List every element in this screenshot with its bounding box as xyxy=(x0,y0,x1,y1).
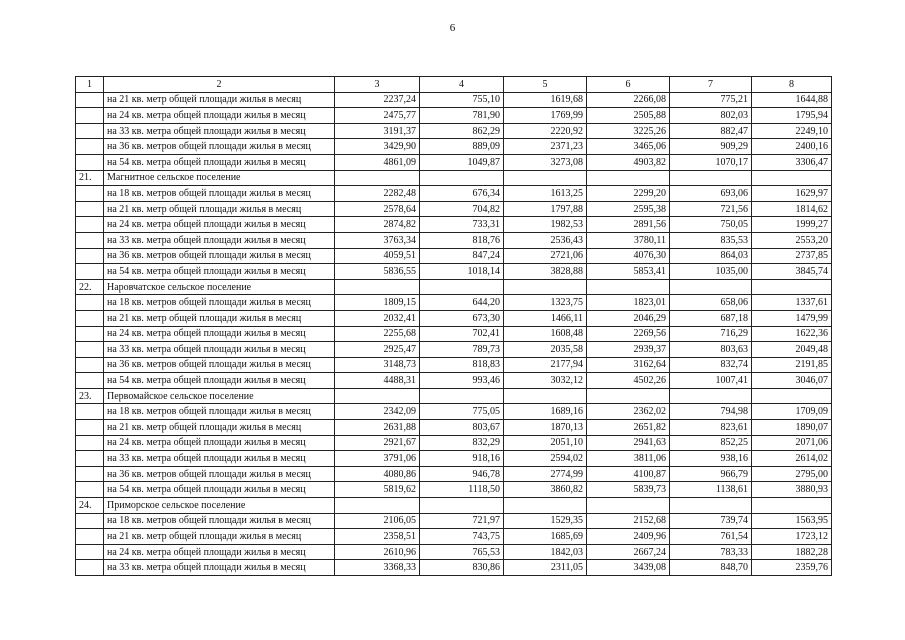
value-cell: 1049,87 xyxy=(420,154,504,170)
value-cell: 1323,75 xyxy=(504,295,587,311)
row-number-cell xyxy=(76,232,104,248)
value-cell: 823,61 xyxy=(670,420,752,436)
value-cell: 2921,67 xyxy=(335,435,420,451)
value-cell xyxy=(335,388,420,404)
value-cell: 1337,61 xyxy=(752,295,832,311)
value-cell: 658,06 xyxy=(670,295,752,311)
value-cell: 864,03 xyxy=(670,248,752,264)
tariff-table xyxy=(75,76,832,576)
value-cell: 818,76 xyxy=(420,232,504,248)
row-number-cell xyxy=(76,451,104,467)
row-number-cell xyxy=(76,217,104,233)
value-cell: 2667,24 xyxy=(587,544,670,560)
value-cell: 1723,12 xyxy=(752,529,832,545)
value-cell: 1466,11 xyxy=(504,310,587,326)
value-cell: 721,56 xyxy=(670,201,752,217)
value-cell xyxy=(587,388,670,404)
value-cell: 946,78 xyxy=(420,466,504,482)
value-cell: 2795,00 xyxy=(752,466,832,482)
row-number-cell xyxy=(76,357,104,373)
value-cell: 1842,03 xyxy=(504,544,587,560)
value-cell: 2106,05 xyxy=(335,513,420,529)
row-label-cell: на 24 кв. метра общей площади жилья в месяц xyxy=(104,435,335,451)
value-cell: 2237,24 xyxy=(335,92,420,108)
table-row xyxy=(76,544,832,560)
value-cell: 832,29 xyxy=(420,435,504,451)
row-number-cell xyxy=(76,435,104,451)
table-row xyxy=(76,357,832,373)
value-cell xyxy=(752,388,832,404)
row-label-cell: на 36 кв. метров общей площади жилья в месяц xyxy=(104,248,335,264)
value-cell: 2311,05 xyxy=(504,560,587,576)
row-number-cell xyxy=(76,466,104,482)
value-cell: 3306,47 xyxy=(752,154,832,170)
value-cell: 1479,99 xyxy=(752,310,832,326)
table-row xyxy=(76,529,832,545)
row-label-cell: на 33 кв. метра общей площади жилья в месяц xyxy=(104,123,335,139)
row-label-cell: на 18 кв. метров общей площади жилья в месяц xyxy=(104,404,335,420)
value-cell: 2152,68 xyxy=(587,513,670,529)
value-cell: 2939,37 xyxy=(587,342,670,358)
row-number-cell xyxy=(76,139,104,155)
value-cell: 775,21 xyxy=(670,92,752,108)
value-cell: 693,06 xyxy=(670,186,752,202)
value-cell: 3880,93 xyxy=(752,482,832,498)
value-cell: 794,98 xyxy=(670,404,752,420)
value-cell: 3780,11 xyxy=(587,232,670,248)
table-row xyxy=(76,342,832,358)
value-cell: 3429,90 xyxy=(335,139,420,155)
row-label-cell: на 18 кв. метров общей площади жилья в месяц xyxy=(104,513,335,529)
value-cell: 2737,85 xyxy=(752,248,832,264)
table-row xyxy=(76,560,832,576)
settlement-name-cell: Наровчатское сельское поселение xyxy=(104,279,335,295)
row-label-cell: на 18 кв. метров общей площади жилья в месяц xyxy=(104,295,335,311)
row-number-cell: 21. xyxy=(76,170,104,186)
settlement-name-cell: Магнитное сельское поселение xyxy=(104,170,335,186)
value-cell: 2610,96 xyxy=(335,544,420,560)
table-row xyxy=(76,326,832,342)
value-cell: 1035,00 xyxy=(670,264,752,280)
value-cell: 765,53 xyxy=(420,544,504,560)
row-label-cell: на 21 кв. метр общей площади жилья в месяц xyxy=(104,92,335,108)
row-number-cell xyxy=(76,123,104,139)
column-header: 8 xyxy=(752,77,832,93)
value-cell xyxy=(587,279,670,295)
value-cell: 2191,85 xyxy=(752,357,832,373)
value-cell xyxy=(670,170,752,186)
value-cell: 862,29 xyxy=(420,123,504,139)
settlement-row xyxy=(76,279,832,295)
value-cell: 938,16 xyxy=(670,451,752,467)
value-cell: 1982,53 xyxy=(504,217,587,233)
value-cell: 2925,47 xyxy=(335,342,420,358)
value-cell: 3046,07 xyxy=(752,373,832,389)
value-cell: 1619,68 xyxy=(504,92,587,108)
value-cell: 739,74 xyxy=(670,513,752,529)
value-cell: 4080,86 xyxy=(335,466,420,482)
row-number-cell xyxy=(76,544,104,560)
value-cell: 3845,74 xyxy=(752,264,832,280)
settlement-row xyxy=(76,498,832,514)
value-cell xyxy=(420,279,504,295)
value-cell: 673,30 xyxy=(420,310,504,326)
value-cell: 3811,06 xyxy=(587,451,670,467)
row-label-cell: на 21 кв. метр общей площади жилья в месяц xyxy=(104,529,335,545)
value-cell: 1563,95 xyxy=(752,513,832,529)
value-cell: 835,53 xyxy=(670,232,752,248)
value-cell: 2071,06 xyxy=(752,435,832,451)
table-row xyxy=(76,264,832,280)
value-cell: 755,10 xyxy=(420,92,504,108)
value-cell: 775,05 xyxy=(420,404,504,420)
page-number: 6 xyxy=(449,22,456,34)
value-cell: 4100,87 xyxy=(587,466,670,482)
value-cell: 882,47 xyxy=(670,123,752,139)
value-cell: 676,34 xyxy=(420,186,504,202)
value-cell: 2941,63 xyxy=(587,435,670,451)
value-cell: 5836,55 xyxy=(335,264,420,280)
row-label-cell: на 21 кв. метр общей площади жилья в месяц xyxy=(104,310,335,326)
table-row xyxy=(76,466,832,482)
value-cell: 1622,36 xyxy=(752,326,832,342)
row-number-cell xyxy=(76,420,104,436)
row-number-cell: 24. xyxy=(76,498,104,514)
value-cell xyxy=(420,170,504,186)
value-cell: 1870,13 xyxy=(504,420,587,436)
column-header: 7 xyxy=(670,77,752,93)
value-cell: 832,74 xyxy=(670,357,752,373)
row-number-cell xyxy=(76,92,104,108)
column-header: 3 xyxy=(335,77,420,93)
row-label-cell: на 21 кв. метр общей площади жилья в месяц xyxy=(104,201,335,217)
value-cell: 2266,08 xyxy=(587,92,670,108)
row-number-cell xyxy=(76,186,104,202)
row-label-cell: на 36 кв. метров общей площади жилья в месяц xyxy=(104,466,335,482)
value-cell: 2359,76 xyxy=(752,560,832,576)
row-number-cell xyxy=(76,482,104,498)
value-cell: 2255,68 xyxy=(335,326,420,342)
value-cell: 909,29 xyxy=(670,139,752,155)
row-number-cell xyxy=(76,201,104,217)
value-cell: 2774,99 xyxy=(504,466,587,482)
value-cell: 2536,43 xyxy=(504,232,587,248)
table-row xyxy=(76,435,832,451)
value-cell: 1138,61 xyxy=(670,482,752,498)
row-label-cell: на 33 кв. метра общей площади жилья в месяц xyxy=(104,232,335,248)
value-cell: 2177,94 xyxy=(504,357,587,373)
row-number-cell: 23. xyxy=(76,388,104,404)
value-cell xyxy=(752,498,832,514)
value-cell xyxy=(752,170,832,186)
row-label-cell: на 33 кв. метра общей площади жилья в месяц xyxy=(104,451,335,467)
value-cell: 3191,37 xyxy=(335,123,420,139)
column-header: 6 xyxy=(587,77,670,93)
value-cell: 789,73 xyxy=(420,342,504,358)
value-cell: 781,90 xyxy=(420,108,504,124)
table-row xyxy=(76,404,832,420)
value-cell: 761,54 xyxy=(670,529,752,545)
value-cell xyxy=(420,388,504,404)
value-cell: 2362,02 xyxy=(587,404,670,420)
value-cell: 2342,09 xyxy=(335,404,420,420)
value-cell: 2269,56 xyxy=(587,326,670,342)
row-label-cell: на 54 кв. метра общей площади жилья в месяц xyxy=(104,373,335,389)
row-label-cell: на 24 кв. метра общей площади жилья в месяц xyxy=(104,544,335,560)
value-cell: 1613,25 xyxy=(504,186,587,202)
row-label-cell: на 36 кв. метров общей площади жилья в месяц xyxy=(104,357,335,373)
value-cell: 3368,33 xyxy=(335,560,420,576)
column-header: 4 xyxy=(420,77,504,93)
value-cell: 4488,31 xyxy=(335,373,420,389)
table-row xyxy=(76,123,832,139)
value-cell xyxy=(587,498,670,514)
row-number-cell xyxy=(76,513,104,529)
value-cell xyxy=(587,170,670,186)
value-cell: 4903,82 xyxy=(587,154,670,170)
row-number-cell: 22. xyxy=(76,279,104,295)
table-row xyxy=(76,154,832,170)
value-cell: 1709,09 xyxy=(752,404,832,420)
value-cell xyxy=(670,388,752,404)
value-cell: 2249,10 xyxy=(752,123,832,139)
value-cell: 848,70 xyxy=(670,560,752,576)
value-cell: 2220,92 xyxy=(504,123,587,139)
value-cell: 4059,51 xyxy=(335,248,420,264)
value-cell: 4502,26 xyxy=(587,373,670,389)
value-cell: 818,83 xyxy=(420,357,504,373)
value-cell: 3273,08 xyxy=(504,154,587,170)
row-label-cell: на 33 кв. метра общей площади жилья в месяц xyxy=(104,560,335,576)
value-cell: 1070,17 xyxy=(670,154,752,170)
value-cell: 3439,08 xyxy=(587,560,670,576)
value-cell: 2409,96 xyxy=(587,529,670,545)
value-cell: 1685,69 xyxy=(504,529,587,545)
value-cell: 1769,99 xyxy=(504,108,587,124)
value-cell: 1882,28 xyxy=(752,544,832,560)
value-cell: 847,24 xyxy=(420,248,504,264)
value-cell: 2051,10 xyxy=(504,435,587,451)
row-number-cell xyxy=(76,310,104,326)
value-cell xyxy=(670,498,752,514)
row-label-cell: на 33 кв. метра общей площади жилья в месяц xyxy=(104,342,335,358)
value-cell: 2614,02 xyxy=(752,451,832,467)
value-cell: 1797,88 xyxy=(504,201,587,217)
value-cell: 3763,34 xyxy=(335,232,420,248)
value-cell xyxy=(670,279,752,295)
row-label-cell: на 24 кв. метра общей площади жилья в месяц xyxy=(104,326,335,342)
row-number-cell xyxy=(76,326,104,342)
value-cell: 5819,62 xyxy=(335,482,420,498)
value-cell: 2049,48 xyxy=(752,342,832,358)
table-row xyxy=(76,451,832,467)
value-cell: 5853,41 xyxy=(587,264,670,280)
value-cell: 2631,88 xyxy=(335,420,420,436)
table-row xyxy=(76,295,832,311)
value-cell: 1529,35 xyxy=(504,513,587,529)
table-row xyxy=(76,248,832,264)
row-number-cell xyxy=(76,108,104,124)
value-cell: 2475,77 xyxy=(335,108,420,124)
settlement-name-cell: Первомайское сельское поселение xyxy=(104,388,335,404)
value-cell xyxy=(420,498,504,514)
value-cell: 1007,41 xyxy=(670,373,752,389)
table-row xyxy=(76,310,832,326)
value-cell: 3225,26 xyxy=(587,123,670,139)
value-cell: 704,82 xyxy=(420,201,504,217)
row-label-cell: на 54 кв. метра общей площади жилья в месяц xyxy=(104,154,335,170)
table-row xyxy=(76,139,832,155)
value-cell: 3465,06 xyxy=(587,139,670,155)
value-cell: 1823,01 xyxy=(587,295,670,311)
value-cell xyxy=(752,279,832,295)
row-label-cell: на 24 кв. метра общей площади жилья в месяц xyxy=(104,108,335,124)
column-header: 1 xyxy=(76,77,104,93)
value-cell: 852,25 xyxy=(670,435,752,451)
table-row xyxy=(76,373,832,389)
value-cell: 802,03 xyxy=(670,108,752,124)
value-cell xyxy=(504,170,587,186)
row-number-cell xyxy=(76,373,104,389)
value-cell: 2721,06 xyxy=(504,248,587,264)
value-cell: 966,79 xyxy=(670,466,752,482)
value-cell: 743,75 xyxy=(420,529,504,545)
value-cell xyxy=(504,388,587,404)
row-number-cell xyxy=(76,154,104,170)
value-cell: 702,41 xyxy=(420,326,504,342)
value-cell: 2046,29 xyxy=(587,310,670,326)
table-row xyxy=(76,108,832,124)
value-cell: 3162,64 xyxy=(587,357,670,373)
row-number-cell xyxy=(76,264,104,280)
value-cell xyxy=(335,170,420,186)
value-cell: 721,97 xyxy=(420,513,504,529)
value-cell: 3148,73 xyxy=(335,357,420,373)
value-cell: 2032,41 xyxy=(335,310,420,326)
value-cell: 2358,51 xyxy=(335,529,420,545)
value-cell: 1795,94 xyxy=(752,108,832,124)
value-cell: 2651,82 xyxy=(587,420,670,436)
value-cell: 4076,30 xyxy=(587,248,670,264)
row-number-cell xyxy=(76,295,104,311)
value-cell: 2578,64 xyxy=(335,201,420,217)
value-cell: 644,20 xyxy=(420,295,504,311)
value-cell xyxy=(504,279,587,295)
row-number-cell xyxy=(76,404,104,420)
value-cell: 1814,62 xyxy=(752,201,832,217)
value-cell: 3032,12 xyxy=(504,373,587,389)
row-label-cell: на 18 кв. метров общей площади жилья в месяц xyxy=(104,186,335,202)
value-cell: 2371,23 xyxy=(504,139,587,155)
value-cell: 2400,16 xyxy=(752,139,832,155)
table-row xyxy=(76,201,832,217)
table-row xyxy=(76,92,832,108)
row-number-cell xyxy=(76,248,104,264)
row-number-cell xyxy=(76,560,104,576)
value-cell: 2595,38 xyxy=(587,201,670,217)
settlement-row xyxy=(76,170,832,186)
value-cell: 3828,88 xyxy=(504,264,587,280)
value-cell: 2035,58 xyxy=(504,342,587,358)
value-cell: 1890,07 xyxy=(752,420,832,436)
settlement-row xyxy=(76,388,832,404)
value-cell: 803,63 xyxy=(670,342,752,358)
row-label-cell: на 54 кв. метра общей площади жилья в месяц xyxy=(104,482,335,498)
value-cell: 2874,82 xyxy=(335,217,420,233)
header-row xyxy=(76,77,832,93)
value-cell: 1018,14 xyxy=(420,264,504,280)
table-row xyxy=(76,217,832,233)
value-cell: 4861,09 xyxy=(335,154,420,170)
value-cell: 733,31 xyxy=(420,217,504,233)
value-cell: 1629,97 xyxy=(752,186,832,202)
value-cell: 2553,20 xyxy=(752,232,832,248)
value-cell: 1809,15 xyxy=(335,295,420,311)
value-cell xyxy=(335,279,420,295)
value-cell: 5839,73 xyxy=(587,482,670,498)
value-cell: 1608,48 xyxy=(504,326,587,342)
value-cell: 716,29 xyxy=(670,326,752,342)
row-label-cell: на 21 кв. метр общей площади жилья в месяц xyxy=(104,420,335,436)
row-number-cell xyxy=(76,529,104,545)
value-cell: 803,67 xyxy=(420,420,504,436)
table-row xyxy=(76,513,832,529)
table-row xyxy=(76,232,832,248)
value-cell: 1118,50 xyxy=(420,482,504,498)
value-cell: 2299,20 xyxy=(587,186,670,202)
value-cell: 1644,88 xyxy=(752,92,832,108)
value-cell: 830,86 xyxy=(420,560,504,576)
value-cell: 993,46 xyxy=(420,373,504,389)
row-label-cell: на 36 кв. метров общей площади жилья в месяц xyxy=(104,139,335,155)
value-cell: 918,16 xyxy=(420,451,504,467)
row-number-cell xyxy=(76,342,104,358)
value-cell xyxy=(504,498,587,514)
value-cell: 1999,27 xyxy=(752,217,832,233)
column-header: 5 xyxy=(504,77,587,93)
row-label-cell: на 54 кв. метра общей площади жилья в месяц xyxy=(104,264,335,280)
value-cell: 687,18 xyxy=(670,310,752,326)
value-cell: 2594,02 xyxy=(504,451,587,467)
value-cell: 783,33 xyxy=(670,544,752,560)
table-row xyxy=(76,482,832,498)
table-row xyxy=(76,186,832,202)
row-label-cell: на 24 кв. метра общей площади жилья в месяц xyxy=(104,217,335,233)
value-cell: 1689,16 xyxy=(504,404,587,420)
value-cell: 750,05 xyxy=(670,217,752,233)
value-cell xyxy=(335,498,420,514)
value-cell: 3860,82 xyxy=(504,482,587,498)
column-header: 2 xyxy=(104,77,335,93)
value-cell: 2891,56 xyxy=(587,217,670,233)
value-cell: 3791,06 xyxy=(335,451,420,467)
value-cell: 2282,48 xyxy=(335,186,420,202)
settlement-name-cell: Приморское сельское поселение xyxy=(104,498,335,514)
table-row xyxy=(76,420,832,436)
value-cell: 889,09 xyxy=(420,139,504,155)
value-cell: 2505,88 xyxy=(587,108,670,124)
